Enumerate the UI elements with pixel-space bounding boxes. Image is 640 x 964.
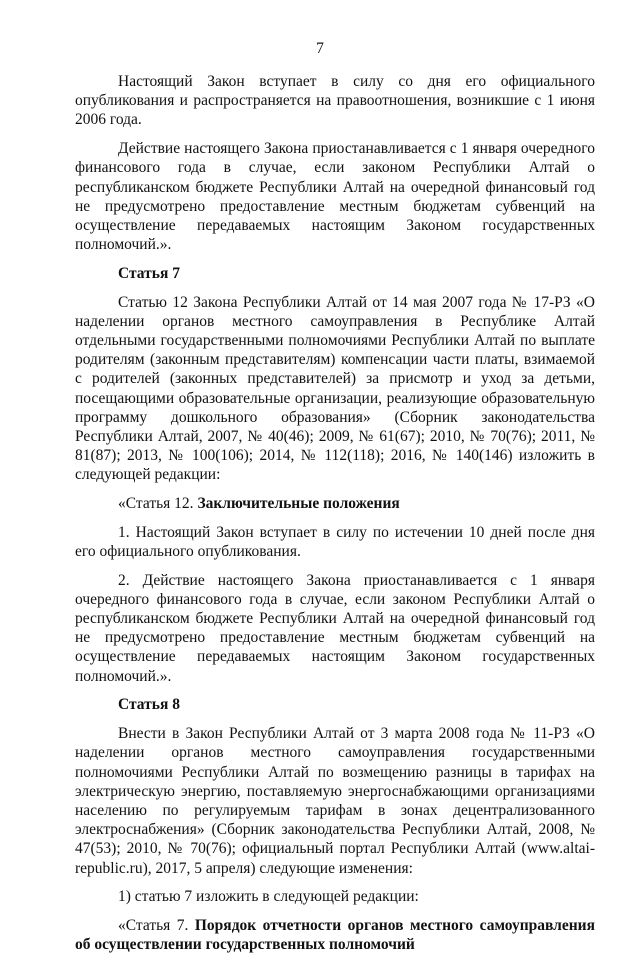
- paragraph: Действие настоящего Закона приостанавливается с 1 января очередного финансового года в случае, если законом Республики Алтай о республиканском бюджете Республики Алтай на очередной финансовый год не предусмотрено предоставление местным бюджетам субвенций на осуществление передаваемых настоящим Законом государственных полномочий.».: [75, 140, 595, 254]
- article-12-prefix: «Статья 12.: [118, 495, 198, 513]
- paragraph: 1) статью 7 изложить в следующей редакции:: [118, 888, 419, 906]
- paragraph: Внести в Закон Республики Алтай от 3 марта 2008 года № 11-РЗ «О наделении органов местного самоуправления государственными полномочиями Республики Алтай по возмещению разницы в тарифах на электрическую энергию, поставляемую энергоснабжающими организациями населению по регулируемым тарифам в зонах децентрализованного электроснабжения» (Сборник законодательства Республики Алтай, 2008, № 47(53); 2010, № 70(76); официальный портал Республики Алтай (www.altai-republic.ru), 2017, 5 апреля) следующие изменения:: [75, 725, 595, 877]
- page-number: 7: [316, 40, 324, 57]
- article-7-prefix: «Статья 7.: [118, 916, 195, 934]
- paragraph: 2. Действие настоящего Закона приостанавливается с 1 января очередного финансового года в случае, если законом Республики Алтай о республиканском бюджете Республики Алтай на очередной финансовый год не предусмотрено предоставление местным бюджетам субвенций на осуществление передаваемых настоящим Законом государственных полномочий.».: [75, 571, 595, 685]
- article-7-heading: Статья 7: [118, 264, 180, 282]
- article-7-bold-title: Порядок отчетности органов местного самоуправления об осуществлении государственных полномочий: [75, 916, 595, 954]
- paragraph: Статью 12 Закона Республики Алтай от 14 мая 2007 года № 17-РЗ «О наделении органов местного самоуправления в Республике Алтай отдельными государственными полномочиями Республики Алтай по выплате родителям (законным представителям) компенсации части платы, взимаемой с родителей (законных представителей) за присмотр и уход за детьми, посещающими образовательные организации, реализующие образовательную программу дошкольного образования» (Сборник законодательства Республики Алтай, 2007, № 40(46); 2009, № 61(67); 2010, № 70(76); 2011, № 81(87); 2013, № 100(106); 2014, № 112(118); 2016, № 140(146) изложить в следующей редакции:: [75, 293, 595, 484]
- article-7-new-title: [75, 916, 595, 954]
- paragraph: 1. Настоящий Закон вступает в силу по истечении 10 дней после дня его официального опубликования.: [75, 523, 595, 560]
- article-12-bold-title: Заключительные положения: [197, 495, 400, 513]
- document-body: [75, 72, 595, 964]
- paragraph: Настоящий Закон вступает в силу со дня его официального опубликования и распространяется на правоотношения, возникшие с 1 июня 2006 года.: [75, 73, 595, 129]
- article-8-heading: Статья 8: [118, 696, 180, 714]
- article-12-title: [75, 494, 595, 513]
